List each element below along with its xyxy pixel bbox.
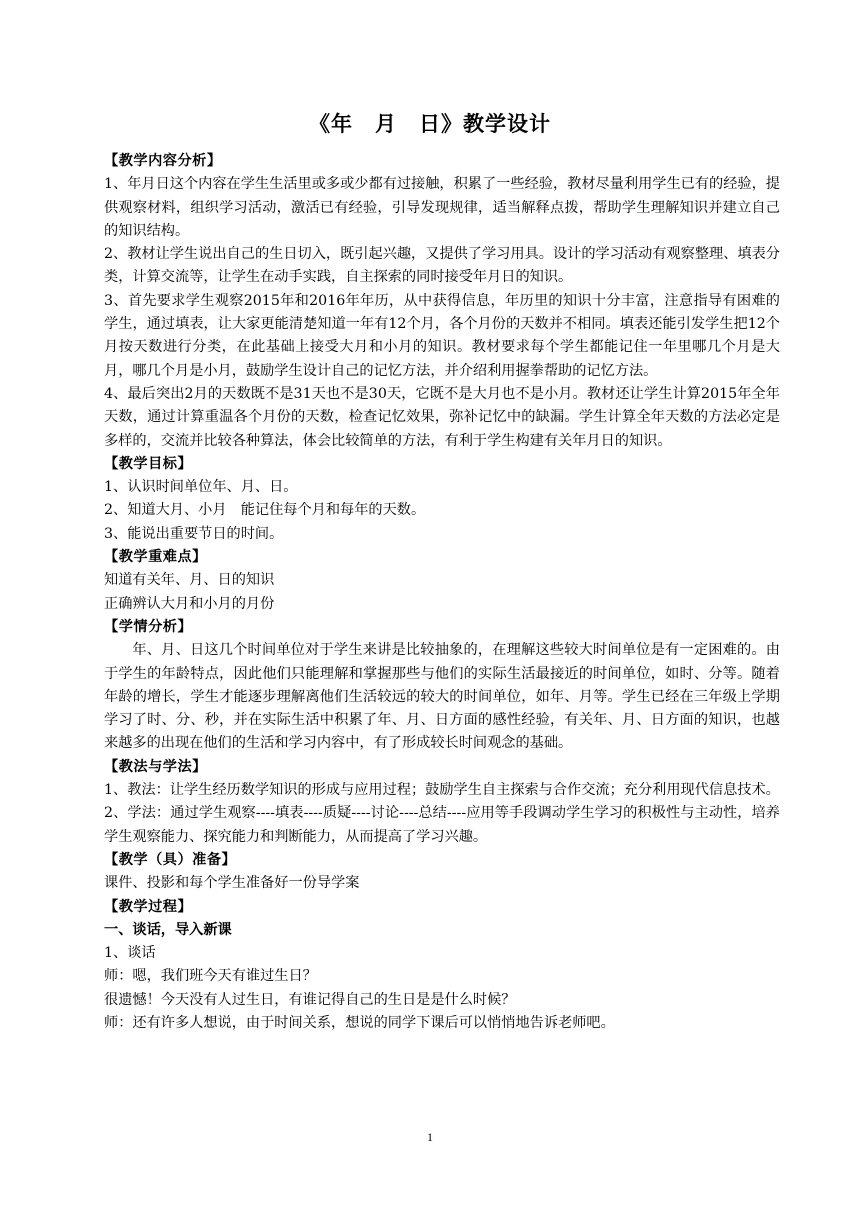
section-heading-goals: 【教学目标】 xyxy=(104,455,193,472)
list-item: 知道有关年、月、日的知识 xyxy=(104,572,275,589)
list-item: 师：嗯，我们班今天有谁过生日？ xyxy=(104,968,317,985)
paragraph: 2、学法：通过学生观察----填表----质疑----讨论----总结----应用等手段调动学生学习的积极性与主动性，培养学生观察能力、探究能力和判断能力，从而提高了学习兴趣。 xyxy=(104,805,780,845)
section-heading-content-analysis: 【教学内容分析】 xyxy=(104,153,222,169)
section-heading-prep: 【教学（具）准备】 xyxy=(104,851,237,868)
list-item: 师：还有许多人想说，由于时间关系，想说的同学下课后可以悄悄地告诉老师吧。 xyxy=(104,1014,615,1031)
section-heading-process: 【教学过程】 xyxy=(104,898,193,915)
list-item: 正确辨认大月和小月的月份 xyxy=(104,595,275,612)
paragraph: 4、最后突出2月的天数既不是31天也不是30天，它既不是大月也不是小月。教材还让学生计算2015年全年天数，通过计算重温各个月份的天数，检查记忆效果，弥补记忆中的缺漏。学生计算全年天数的方法必定是多样的，交流并比较各种算法，体会比较简单的方法，有利于学生构建有关年月日的知识。 xyxy=(104,385,780,449)
list-item: 1、认识时间单位年、月、日。 xyxy=(104,479,298,496)
paragraph: 年、月、日这几个时间单位对于学生来讲是比较抽象的，在理解这些较大时间单位是有一定困难的。由于学生的年龄特点，因此他们只能理解和掌握那些与他们的实际生活最接近的时间单位，如时、分等。随着年龄的增长，学生才能逐步理解离他们生活较远的较大的时间单位，如年、月等。学生已经在三年级上学期学习了时、分、秒，并在实际生活中积累了年、月、日方面的感性经验，有关年、月、日方面的知识，也越来越多的出现在他们的生活和学习内容中，有了形成较长时间观念的基础。 xyxy=(104,642,780,752)
paragraph: 2、教材让学生说出自己的生日切入，既引起兴趣，又提供了学习用具。设计的学习活动有观察整理、填表分类，计算交流等，让学生在动手实践，自主探索的同时接受年月日的知识。 xyxy=(104,246,780,286)
paragraph: 1、教法：让学生经历数学知识的形成与应用过程；鼓励学生自主探索与合作交流；充分利用现代信息技术。 xyxy=(104,782,780,799)
list-item: 3、能说出重要节日的时间。 xyxy=(104,525,284,542)
list-item: 1、谈话 xyxy=(104,945,156,962)
subsection-heading: 一、谈话，导入新课 xyxy=(104,921,232,938)
paragraph: 课件、投影和每个学生准备好一份导学案 xyxy=(104,875,360,892)
paragraph: 1、年月日这个内容在学生生活里或多或少都有过接触，积累了一些经验，教材尽量利用学生已有的经验，提供观察材料，组织学习活动，激活已有经验，引导发现规律，适当解释点拨，帮助学生理解知识并建立自己的知识结构。 xyxy=(104,176,780,239)
list-item: 很遗憾！今天没有人过生日，有谁记得自己的生日是是什么时候？ xyxy=(104,991,516,1008)
paragraph: 3、首先要求学生观察2015年和2016年年历，从中获得信息，年历里的知识十分丰富，注意指导有困难的学生，通过填表，让大家更能清楚知道一年有12个月，各个月份的天数并不相同。填表还能引发学生把12个月按天数进行分类，在此基础上接受大月和小月的知识。教材要求每个学生都能记住一年里哪几个月是大月，哪几个月是小月，鼓励学生设计自己的记忆方法，并介绍利用握拳帮助的记忆方法。 xyxy=(104,292,780,379)
section-heading-methods: 【教法与学法】 xyxy=(104,758,207,775)
list-item: 2、知道大月、小月 能记住每个月和每年的天数。 xyxy=(104,502,426,519)
section-heading-key-points: 【教学重难点】 xyxy=(104,549,207,566)
page-title: 《年 月 日》教学设计 xyxy=(309,112,551,136)
document-body xyxy=(104,150,780,1035)
section-heading-student-analysis: 【学情分析】 xyxy=(104,618,193,635)
page-number: 1 xyxy=(427,1130,433,1144)
